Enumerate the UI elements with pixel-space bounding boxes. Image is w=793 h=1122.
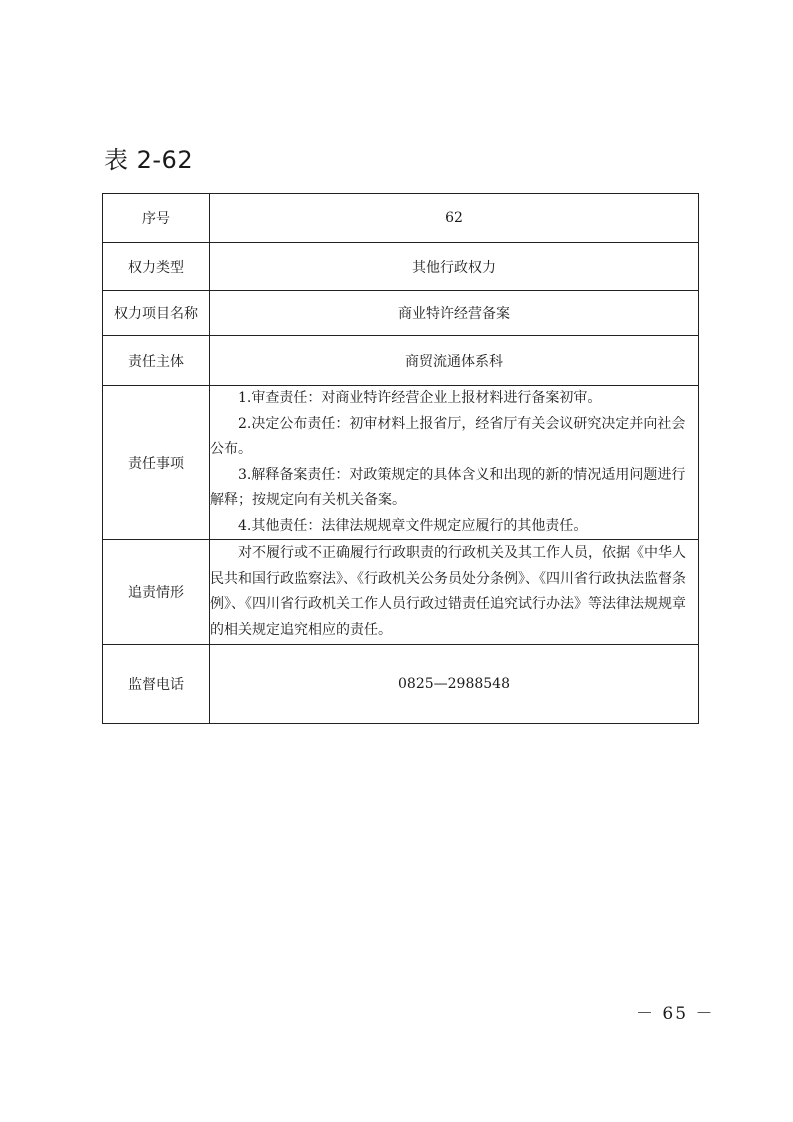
row-label-phone: 监督电话 <box>103 645 210 724</box>
table-row <box>103 386 699 540</box>
accountability-text: 对不履行或不正确履行行政职责的行政机关及其工作人员，依据《中华人民共和国行政监察法》、《行政机关公务员处分条例》、《四川省行政执法监督条例》、《四川省行政机关工作人员行政过错责任追究试行办法》等法律法规规章的相关规定追究相应的责任。 <box>210 545 686 638</box>
responsibility-item: 4.其他责任：法律法规规章文件规定应履行的其他责任。 <box>238 517 588 534</box>
responsibility-items <box>210 386 699 540</box>
table-title: 表 2-62 <box>104 146 194 174</box>
row-label-accountability: 追责情形 <box>103 540 210 645</box>
row-value-power-type: 其他行政权力 <box>210 243 699 291</box>
table-row <box>103 336 699 386</box>
table-row <box>103 645 699 724</box>
row-value-subject: 商贸流通体系科 <box>210 336 699 386</box>
responsibility-item: 2.决定公布责任：初审材料上报省厅，经省厅有关会议研究决定并向社会公布。 <box>210 415 686 457</box>
row-label-serial: 序号 <box>103 194 210 243</box>
row-label-power-type: 权力类型 <box>103 243 210 291</box>
responsibility-table <box>102 193 699 724</box>
page-number: － 65 － <box>636 1004 715 1024</box>
row-label-item-name: 权力项目名称 <box>103 291 210 336</box>
row-value-item-name: 商业特许经营备案 <box>210 291 699 336</box>
responsibility-item: 1.审查责任：对商业特许经营企业上报材料进行备案初审。 <box>238 390 602 406</box>
table-row <box>103 194 699 243</box>
table-row <box>103 540 699 645</box>
table-row <box>103 291 699 336</box>
table-row <box>103 243 699 291</box>
row-value-phone: 0825—2988548 <box>210 645 699 724</box>
row-value-serial: 62 <box>210 194 699 243</box>
row-label-responsibility: 责任事项 <box>103 386 210 540</box>
row-label-subject: 责任主体 <box>103 336 210 386</box>
accountability-text-cell <box>210 540 699 645</box>
responsibility-item: 3.解释备案责任：对政策规定的具体含义和出现的新的情况适用问题进行解释；按规定向有关机关备案。 <box>210 466 686 508</box>
